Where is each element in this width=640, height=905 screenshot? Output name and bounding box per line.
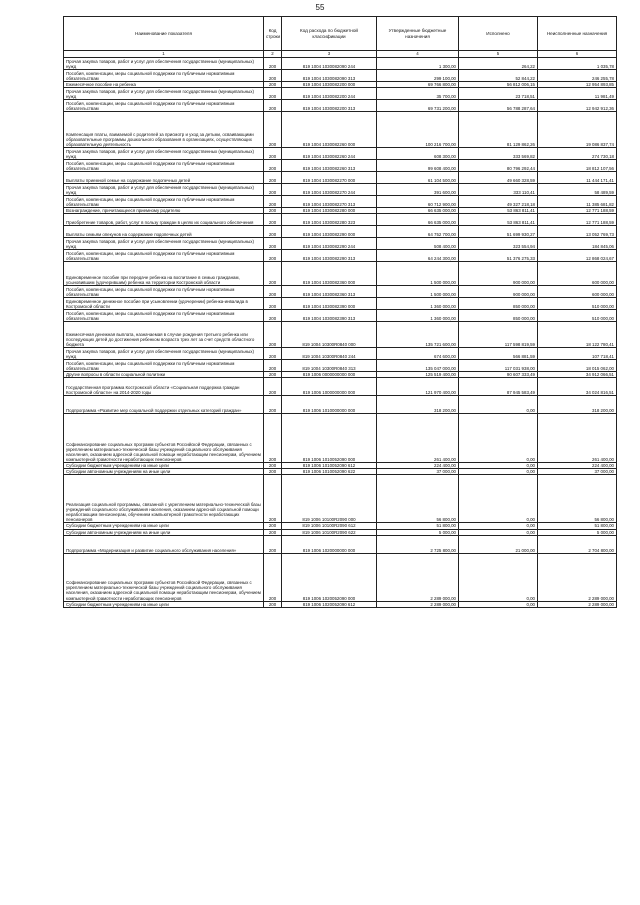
row-line-code: 200 — [264, 226, 282, 238]
row-name: Софинансирование социальных программ субъектов Российской Федерации, связанных с укреплением материально-технической базы учреждений социального обслуживания населения, оказанием адресной социальной помощи неработающим пенсионерам, обучением компьютерной грамотности неработающих пенсионеров — [64, 553, 264, 601]
table-row — [64, 523, 617, 529]
table-row — [64, 226, 617, 238]
table-row — [64, 535, 617, 553]
row-line-code: 200 — [264, 208, 282, 214]
row-line-code: 200 — [264, 160, 282, 172]
row-unexecuted: 51 800,00 — [538, 523, 617, 529]
row-name: Другие вопросы в области социальной политики — [64, 372, 264, 378]
row-line-code: 200 — [264, 310, 282, 322]
row-budget-code: 819 1006 0000000000 000 — [282, 372, 377, 378]
row-line-code: 200 — [264, 396, 282, 414]
row-budget-code: 819 1004 1030082200 000 — [282, 82, 377, 88]
row-unexecuted: 11 981,49 — [538, 88, 617, 100]
row-budget-code: 819 1004 1030082290 244 — [282, 238, 377, 250]
row-unexecuted: 37 000,00 — [538, 469, 617, 475]
row-approved: 69 731 200,00 — [377, 100, 459, 112]
column-number-row — [64, 51, 617, 58]
row-name: Софинансирование социальных программ субъектов Российской Федерации, связанных с укреплением материально-технической базы учреждений социального обслуживания населения, оказанием адресной социальной помощи неработающим пенсионерам, обучением компьютерной грамотности неработающих пенсионеров — [64, 414, 264, 463]
row-line-code: 200 — [264, 553, 282, 601]
row-line-code: 200 — [264, 88, 282, 100]
table-row — [64, 70, 617, 82]
row-name: Прочая закупка товаров, работ и услуг для обеспечения государственных (муниципальных) нужд — [64, 348, 264, 360]
table-row — [64, 529, 617, 535]
page-number: 55 — [315, 3, 325, 12]
row-executed: 56 812 006,15 — [459, 82, 538, 88]
row-line-code: 200 — [264, 286, 282, 298]
row-name: Пособия, компенсации, меры социальной поддержки по публичным нормативным обязательствам — [64, 286, 264, 298]
row-budget-code: 819 1004 1030082290 000 — [282, 226, 377, 238]
row-approved: 37 000,00 — [377, 469, 459, 475]
row-name: Подпрограмма «Развитие мер социальной поддержки отдельных категорий граждан» — [64, 396, 264, 414]
row-line-code: 200 — [264, 469, 282, 475]
row-approved: 508 400,00 — [377, 238, 459, 250]
table-row — [64, 553, 617, 601]
row-unexecuted: 274 730,18 — [538, 148, 617, 160]
row-executed: 56 788 287,64 — [459, 100, 538, 112]
row-line-code: 200 — [264, 58, 282, 70]
row-approved: 1 360 000,00 — [377, 310, 459, 322]
row-budget-code: 819 1006 10100R2090 612 — [282, 523, 377, 529]
row-approved: 125 519 400,00 — [377, 372, 459, 378]
row-name: Единовременное денежное пособие при усыновлении (удочерении) ребенка-инвалида в Костромской области — [64, 298, 264, 310]
column-number: 1 — [64, 51, 264, 58]
row-executed: 333 569,82 — [459, 148, 538, 160]
row-approved: 224 400,00 — [377, 463, 459, 469]
row-budget-code: 819 1004 1030082260 244 — [282, 148, 377, 160]
row-budget-code: 819 1004 10300R0840 313 — [282, 360, 377, 372]
row-unexecuted: 19 086 837,74 — [538, 112, 617, 148]
row-executed: 87 945 583,49 — [459, 378, 538, 396]
row-unexecuted: 12 771 188,59 — [538, 208, 617, 214]
column-number: 4 — [377, 51, 459, 58]
row-name: Выплаты семьям опекунов на содержание подопечных детей — [64, 226, 264, 238]
row-name: Прочая закупка товаров, работ и услуг для обеспечения государственных (муниципальных) нужд — [64, 88, 264, 100]
row-unexecuted: 12 954 893,85 — [538, 82, 617, 88]
column-number: 5 — [459, 51, 538, 58]
row-name: Компенсация платы, взимаемой с родителей за присмотр и уход за детьми, осваивающими образовательные программы дошкольного образования в организациях, осуществляющих образовательную деятельность — [64, 112, 264, 148]
row-executed: 49 660 328,59 — [459, 172, 538, 184]
row-approved: 51 800,00 — [377, 523, 459, 529]
row-approved: 60 712 900,00 — [377, 196, 459, 208]
table-row — [64, 160, 617, 172]
row-unexecuted: 13 052 769,73 — [538, 226, 617, 238]
row-budget-code: 819 1004 1030082090 313 — [282, 70, 377, 82]
row-executed: 0,00 — [459, 475, 538, 523]
row-line-code: 200 — [264, 463, 282, 469]
row-budget-code: 819 1004 1030082090 244 — [282, 58, 377, 70]
row-approved: 5 000,00 — [377, 529, 459, 535]
table-row — [64, 208, 617, 214]
row-unexecuted: 34 024 816,51 — [538, 378, 617, 396]
row-name: Субсидии бюджетным учреждениям на иные цели — [64, 463, 264, 469]
row-approved: 2 289 000,00 — [377, 553, 459, 601]
row-executed: 117 031 938,00 — [459, 360, 538, 372]
row-line-code: 200 — [264, 523, 282, 529]
row-approved: 56 800,00 — [377, 475, 459, 523]
row-approved: 674 600,00 — [377, 348, 459, 360]
table-row — [64, 396, 617, 414]
row-line-code: 200 — [264, 601, 282, 607]
column-number: 3 — [282, 51, 377, 58]
header-line: Код строки — [264, 17, 282, 51]
row-budget-code: 819 1006 1010052090 622 — [282, 469, 377, 475]
row-executed: 0,00 — [459, 529, 538, 535]
row-line-code: 200 — [264, 100, 282, 112]
header-row — [64, 17, 617, 51]
row-unexecuted: 2 289 000,00 — [538, 553, 617, 601]
table-row — [64, 298, 617, 310]
row-line-code: 200 — [264, 372, 282, 378]
row-line-code: 200 — [264, 298, 282, 310]
row-unexecuted: 18 812 107,56 — [538, 160, 617, 172]
table-row — [64, 88, 617, 100]
row-name: Пособия, компенсации, меры социальной поддержки по публичным нормативным обязательствам — [64, 196, 264, 208]
row-approved: 69 766 800,00 — [377, 82, 459, 88]
row-unexecuted: 12 942 912,36 — [538, 100, 617, 112]
row-unexecuted: 5 000,00 — [538, 529, 617, 535]
row-executed: 333 110,41 — [459, 184, 538, 196]
row-approved: 135 047 000,00 — [377, 360, 459, 372]
row-executed: 81 129 862,26 — [459, 112, 538, 148]
row-name: Пособия, компенсации, меры социальной поддержки по публичным нормативным обязательствам — [64, 160, 264, 172]
table-row — [64, 286, 617, 298]
header-name: Наименование показателя — [64, 17, 264, 51]
row-budget-code: 819 1004 1030082270 313 — [282, 196, 377, 208]
row-budget-code: 819 1004 1030082360 000 — [282, 262, 377, 286]
table-row — [64, 372, 617, 378]
row-executed: 264,22 — [459, 58, 538, 70]
row-name: Субсидии бюджетным учреждениям на иные цели — [64, 601, 264, 607]
table-row — [64, 250, 617, 262]
row-executed: 53 863 811,41 — [459, 208, 538, 214]
row-executed: 0,00 — [459, 601, 538, 607]
row-approved: 64 752 700,00 — [377, 226, 459, 238]
row-line-code: 200 — [264, 262, 282, 286]
row-budget-code: 819 1006 1010052090 612 — [282, 463, 377, 469]
row-line-code: 200 — [264, 70, 282, 82]
table-row — [64, 238, 617, 250]
table-row — [64, 414, 617, 463]
row-line-code: 200 — [264, 214, 282, 226]
row-executed: 49 327 218,18 — [459, 196, 538, 208]
table-row — [64, 348, 617, 360]
row-line-code: 200 — [264, 475, 282, 523]
row-unexecuted: 11 444 171,41 — [538, 172, 617, 184]
row-unexecuted: 510 000,00 — [538, 298, 617, 310]
row-executed: 117 598 819,59 — [459, 322, 538, 348]
row-budget-code: 819 1004 1030082200 313 — [282, 100, 377, 112]
row-executed: 900 000,00 — [459, 262, 538, 286]
row-approved: 66 635 000,00 — [377, 214, 459, 226]
row-approved: 1 500 000,00 — [377, 286, 459, 298]
row-unexecuted: 11 385 681,82 — [538, 196, 617, 208]
row-name: Выплаты приемной семье на содержание подопечных детей — [64, 172, 264, 184]
row-unexecuted: 12 771 188,59 — [538, 214, 617, 226]
row-unexecuted: 56 800,00 — [538, 475, 617, 523]
row-unexecuted: 2 289 000,00 — [538, 601, 617, 607]
header-code: Код расхода по бюджетной классификации — [282, 17, 377, 51]
row-executed: 53 863 811,41 — [459, 214, 538, 226]
row-line-code: 200 — [264, 414, 282, 463]
row-name: Приобретение товаров, работ, услуг в пользу граждан в целях их социального обеспечения — [64, 214, 264, 226]
row-name: Государственная программа Костромской области «Социальная поддержка граждан Костромской области» на 2014-2020 годы — [64, 378, 264, 396]
row-line-code: 200 — [264, 348, 282, 360]
row-approved: 100 216 700,00 — [377, 112, 459, 148]
row-budget-code: 819 1004 1030082260 313 — [282, 160, 377, 172]
row-name: Ежемесячное пособие на ребенка — [64, 82, 264, 88]
row-executed: 0,00 — [459, 414, 538, 463]
row-name: Единовременное пособие при передаче ребенка на воспитание в семью гражданам, усыновившим (удочерившим) ребенка на территории Костромской области — [64, 262, 264, 286]
column-number: 6 — [538, 51, 617, 58]
row-approved: 1 300,00 — [377, 58, 459, 70]
row-executed: 21 000,00 — [459, 535, 538, 553]
header-approved: Утвержденные бюджетные назначения — [377, 17, 459, 51]
row-budget-code: 819 1006 1010052090 000 — [282, 414, 377, 463]
row-name: Ежемесячная денежная выплата, назначаемая в случае рождения третьего ребенка или последующих детей до достижения ребенком возраста трех лет за счет средств областного бюджета — [64, 322, 264, 348]
row-unexecuted: 1 035,78 — [538, 58, 617, 70]
row-unexecuted: 2 704 800,00 — [538, 535, 617, 553]
row-unexecuted: 18 015 062,00 — [538, 360, 617, 372]
row-unexecuted: 224 400,00 — [538, 463, 617, 469]
row-budget-code: 819 1004 1030082390 000 — [282, 298, 377, 310]
table-row — [64, 378, 617, 396]
row-name: Пособия, компенсации, меры социальной поддержки по публичным нормативным обязательствам — [64, 360, 264, 372]
column-number: 2 — [264, 51, 282, 58]
row-approved: 66 635 000,00 — [377, 208, 459, 214]
row-budget-code: 819 1004 1030082270 244 — [282, 184, 377, 196]
table-row — [64, 148, 617, 160]
table-row — [64, 100, 617, 112]
row-approved: 2 289 000,00 — [377, 601, 459, 607]
table-row — [64, 310, 617, 322]
row-budget-code: 819 1004 1030082280 000 — [282, 208, 377, 214]
table-row — [64, 360, 617, 372]
row-executed: 0,00 — [459, 553, 538, 601]
row-budget-code: 819 1004 1030082360 313 — [282, 286, 377, 298]
row-line-code: 200 — [264, 196, 282, 208]
row-budget-code: 819 1004 10300R0840 244 — [282, 348, 377, 360]
row-executed: 80 796 292,44 — [459, 160, 538, 172]
row-executed: 0,00 — [459, 469, 538, 475]
row-approved: 1 360 000,00 — [377, 298, 459, 310]
row-line-code: 200 — [264, 378, 282, 396]
row-unexecuted: 184 845,06 — [538, 238, 617, 250]
row-line-code: 200 — [264, 250, 282, 262]
table-row — [64, 463, 617, 469]
row-line-code: 200 — [264, 529, 282, 535]
row-executed: 900 000,00 — [459, 286, 538, 298]
budget-table — [63, 16, 617, 608]
table-row — [64, 262, 617, 286]
row-unexecuted: 107 718,41 — [538, 348, 617, 360]
table-row — [64, 184, 617, 196]
row-name: Пособия, компенсации, меры социальной поддержки по публичным нормативным обязательствам — [64, 70, 264, 82]
row-name: Пособия, компенсации, меры социальной поддержки по публичным нормативным обязательствам — [64, 310, 264, 322]
table-row — [64, 469, 617, 475]
row-approved: 299 100,00 — [377, 70, 459, 82]
row-budget-code: 819 1004 1030082390 313 — [282, 310, 377, 322]
header-executed: Исполнено — [459, 17, 538, 51]
row-approved: 318 200,00 — [377, 396, 459, 414]
row-executed: 52 844,22 — [459, 70, 538, 82]
table-row — [64, 322, 617, 348]
row-executed: 90 607 333,49 — [459, 372, 538, 378]
row-name: Реализация социальной программы, связанной с укреплением материально-технической базы учреждений социального обслуживания населения, оказанием адресной социальной помощи неработающим пенсионерам, обучением компьютерной грамотности неработающих пенсионеров — [64, 475, 264, 523]
table-row — [64, 601, 617, 607]
row-name: Субсидии автономным учреждениям на иные цели — [64, 469, 264, 475]
row-unexecuted: 58 489,59 — [538, 184, 617, 196]
table-body — [64, 58, 617, 608]
row-approved: 135 721 600,00 — [377, 322, 459, 348]
row-approved: 121 970 400,00 — [377, 378, 459, 396]
row-line-code: 200 — [264, 172, 282, 184]
row-executed: 0,00 — [459, 463, 538, 469]
row-name: Пособия, компенсации, меры социальной поддержки по публичным нормативным обязательствам — [64, 250, 264, 262]
row-executed: 323 554,94 — [459, 238, 538, 250]
row-line-code: 200 — [264, 238, 282, 250]
row-budget-code: 819 1006 1020000000 000 — [282, 535, 377, 553]
row-unexecuted: 600 000,00 — [538, 286, 617, 298]
row-budget-code: 819 1004 1030082200 244 — [282, 88, 377, 100]
row-name: Прочая закупка товаров, работ и услуг для обеспечения государственных (муниципальных) нужд — [64, 184, 264, 196]
row-budget-code: 819 1006 1020052090 612 — [282, 601, 377, 607]
table-row — [64, 172, 617, 184]
row-name: Субсидии автономным учреждениям на иные цели — [64, 529, 264, 535]
row-line-code: 200 — [264, 535, 282, 553]
row-unexecuted: 34 912 066,51 — [538, 372, 617, 378]
row-budget-code: 819 1004 10300R0840 000 — [282, 322, 377, 348]
row-approved: 99 608 400,00 — [377, 160, 459, 172]
row-unexecuted: 246 255,78 — [538, 70, 617, 82]
row-executed: 0,00 — [459, 396, 538, 414]
table-row — [64, 214, 617, 226]
row-executed: 51 376 275,33 — [459, 250, 538, 262]
row-name: Подпрограмма «Модернизация и развитие социального обслуживания населения» — [64, 535, 264, 553]
row-approved: 35 700,00 — [377, 88, 459, 100]
row-line-code: 200 — [264, 360, 282, 372]
row-executed: 51 699 930,27 — [459, 226, 538, 238]
row-unexecuted: 261 400,00 — [538, 414, 617, 463]
row-name: Прочая закупка товаров, работ и услуг для обеспечения государственных (муниципальных) нужд — [64, 58, 264, 70]
row-approved: 2 725 800,00 — [377, 535, 459, 553]
header-unexecuted: Неисполненные назначения — [538, 17, 617, 51]
row-budget-code: 819 1006 1020052090 000 — [282, 553, 377, 601]
row-budget-code: 819 1004 1030082270 000 — [282, 172, 377, 184]
table-row — [64, 112, 617, 148]
row-line-code: 200 — [264, 112, 282, 148]
row-budget-code: 819 1006 1010000000 000 — [282, 396, 377, 414]
row-approved: 391 600,00 — [377, 184, 459, 196]
row-unexecuted: 510 000,00 — [538, 310, 617, 322]
row-approved: 61 104 500,00 — [377, 172, 459, 184]
row-executed: 566 881,59 — [459, 348, 538, 360]
table-row — [64, 58, 617, 70]
row-executed: 23 718,51 — [459, 88, 538, 100]
table-row — [64, 196, 617, 208]
row-budget-code: 819 1006 1000000000 000 — [282, 378, 377, 396]
row-approved: 1 500 000,00 — [377, 262, 459, 286]
row-name: Субсидии бюджетным учреждениям на иные цели — [64, 523, 264, 529]
row-executed: 0,00 — [459, 523, 538, 529]
row-unexecuted: 600 000,00 — [538, 262, 617, 286]
row-approved: 608 300,00 — [377, 148, 459, 160]
row-unexecuted: 18 122 780,41 — [538, 322, 617, 348]
row-approved: 64 244 300,00 — [377, 250, 459, 262]
row-line-code: 200 — [264, 148, 282, 160]
row-budget-code: 819 1006 10100R2090 622 — [282, 529, 377, 535]
row-name: Пособия, компенсации, меры социальной поддержки по публичным нормативным обязательствам — [64, 100, 264, 112]
table-row — [64, 475, 617, 523]
row-executed: 850 000,00 — [459, 298, 538, 310]
row-unexecuted: 318 200,00 — [538, 396, 617, 414]
row-approved: 261 400,00 — [377, 414, 459, 463]
row-line-code: 200 — [264, 82, 282, 88]
row-name: Прочая закупка товаров, работ и услуг для обеспечения государственных (муниципальных) нужд — [64, 148, 264, 160]
row-executed: 850 000,00 — [459, 310, 538, 322]
row-name: Вознаграждение, причитающееся приемному родителю — [64, 208, 264, 214]
row-unexecuted: 12 868 024,67 — [538, 250, 617, 262]
row-budget-code: 819 1006 10100R2090 000 — [282, 475, 377, 523]
row-line-code: 200 — [264, 184, 282, 196]
row-budget-code: 819 1004 1030082290 313 — [282, 250, 377, 262]
row-name: Прочая закупка товаров, работ и услуг для обеспечения государственных (муниципальных) нужд — [64, 238, 264, 250]
row-line-code: 200 — [264, 322, 282, 348]
row-budget-code: 819 1004 1030082260 000 — [282, 112, 377, 148]
row-budget-code: 819 1004 1030082280 323 — [282, 214, 377, 226]
